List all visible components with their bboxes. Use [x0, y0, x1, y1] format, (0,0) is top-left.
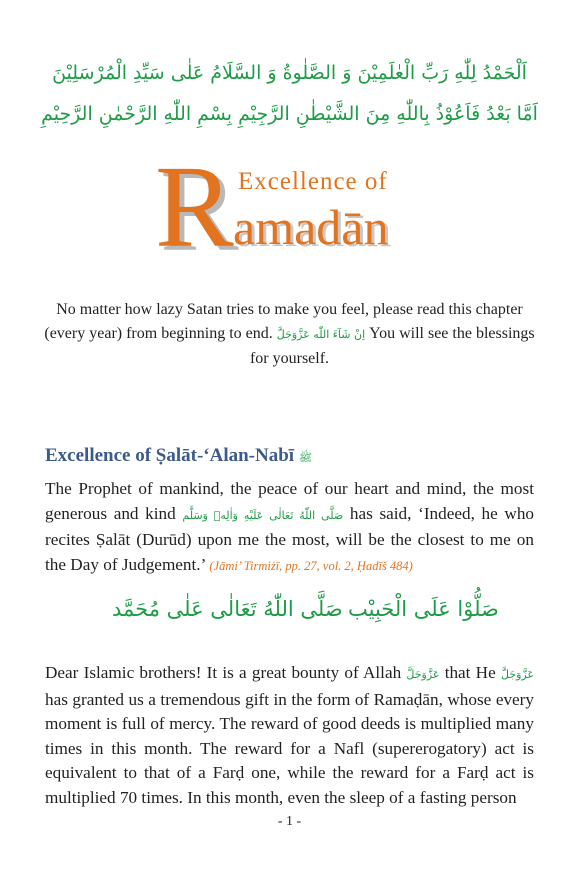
salawat-call-arabic: صَلُّوْا عَلَى الْحَبِيْب	[348, 597, 499, 621]
section-heading-honorific: ﷺ	[298, 451, 313, 464]
hadith-paragraph	[45, 477, 534, 578]
intro-text-before: No matter how lazy Satan tries to make you feel, please read this chapter (every year) from beginning to end.	[44, 301, 523, 342]
hadith-reference: (Jāmi’ Tirmiżī, pp. 27, vol. 2, Ḥadīš 484)	[209, 558, 413, 573]
opening-praise-arabic: اَلْحَمْدُ لِلّٰهِ رَبِّ الْعٰلَمِيْنَ وَ الصَّلٰوةُ وَ السَّلَامُ عَلٰى سَيِّدِ الْمُرْسَلِيْنَ	[52, 62, 527, 84]
title-line-2: amadān	[233, 199, 389, 255]
title-line-1: Excellence of	[238, 168, 388, 195]
ramadan-text-part2: that He	[444, 663, 496, 682]
ramadan-arabic-1: عَزَّوَجَلَّ	[406, 668, 440, 681]
hadith-text-before: The Prophet of mankind, the peace of our heart and mind, the most generous and kind	[45, 479, 534, 523]
hadith-text-after: has said, ‘Indeed, he who recites Ṣalāt (Durūd) upon me the most, will be the closest to me on the Day of Judgement.’	[45, 503, 535, 574]
page-number: - 1 -	[277, 814, 302, 829]
salawat-response-arabic: صَلَّى اللّٰهُ تَعَالٰى عَلٰى مُحَمَّد	[112, 597, 343, 621]
ramadan-arabic-2: عَزَّوَجَلَّ	[500, 668, 535, 681]
intro-text-after: You will see the blessings for yourself.	[249, 325, 535, 367]
ramadan-paragraph	[45, 661, 534, 811]
section-heading	[45, 445, 312, 467]
title-drop-letter: R	[155, 141, 234, 272]
ramadan-text-part1: Dear Islamic brothers! It is a great bounty of Allah	[45, 663, 402, 682]
section-heading-text: Excellence of Ṣalāt-‘Alan-Nabī	[45, 445, 295, 466]
intro-arabic-phrase: اِنْ شَآءَ اللّٰه عَزَّوَجَلَّ	[276, 328, 366, 341]
opening-basmala-arabic: اَمَّا بَعْدُ فَاَعُوْذُ بِاللّٰهِ مِنَ الشَّيْطٰنِ الرَّجِيْمِ بِسْمِ اللّٰهِ الرَّحْمٰنِ الرَّحِيْمِ	[41, 103, 538, 125]
chapter-title	[0, 141, 579, 272]
hadith-honorific-arabic: صَلَّى اللّٰهُ تَعَالٰى عَلَيْهِ وَاٰلِهٖ وَسَلَّم	[182, 508, 344, 522]
ramadan-text-part3: has granted us a tremendous gift in the form of Ramaḍān, whose every moment is full of mercy. The reward of good deeds is multiplied many times in this month. The reward for a Nafl (supererogatory) act is equivalent to that of a Farḍ one, while the reward for a Farḍ act is multiplied 70 times. In this month, even the sleep of a fasting person	[45, 689, 534, 807]
intro-paragraph	[40, 298, 539, 371]
